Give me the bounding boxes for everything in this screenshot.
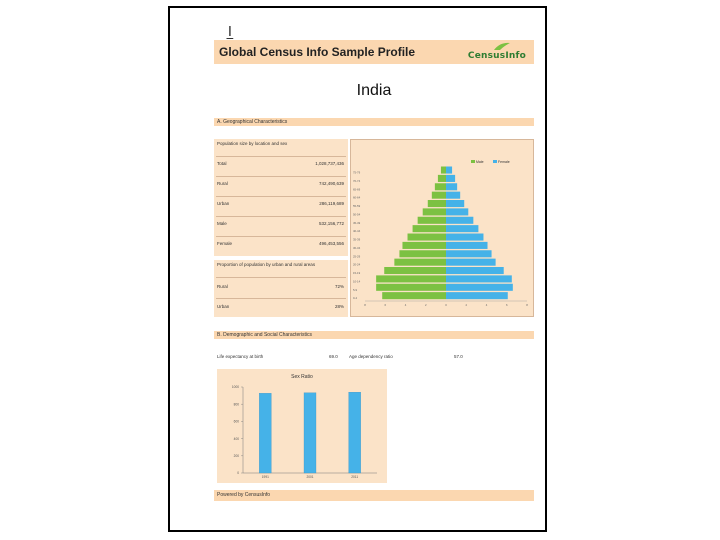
row-label: Total xyxy=(217,161,227,166)
legend-label: Male xyxy=(476,160,484,164)
legend-swatch xyxy=(493,160,497,163)
row-label: Rural xyxy=(217,181,228,186)
divider xyxy=(216,277,346,278)
y-tick-label: 0 xyxy=(237,471,239,476)
pyramid-bar-male xyxy=(402,242,446,249)
y-tick-label: 15-19 xyxy=(353,271,361,276)
pyramid-bar-male xyxy=(418,217,446,224)
row-value: 496,453,556 xyxy=(318,241,344,246)
pyramid-bar-male xyxy=(423,208,446,215)
pyramid-bar-male xyxy=(432,192,446,199)
pyramid-bar-female xyxy=(446,167,452,174)
pyramid-bar-female xyxy=(446,259,496,266)
pyramid-bar-male xyxy=(408,234,446,241)
row-value: 742,490,639 xyxy=(318,181,344,186)
pyramid-bar-male xyxy=(413,225,446,232)
y-tick-label: 75-79 xyxy=(353,170,361,175)
divider xyxy=(216,176,346,177)
pyramid-bar-female xyxy=(446,267,504,274)
pyramid-bar-female xyxy=(446,217,473,224)
indicator-value: 69.0 xyxy=(329,354,338,359)
leaf-icon xyxy=(492,42,512,51)
divider xyxy=(216,156,346,157)
pyramid-bar-female xyxy=(446,292,508,299)
x-tick-label: 2 xyxy=(465,303,468,307)
profile-page xyxy=(168,6,547,532)
x-tick-label: 4 xyxy=(404,303,407,307)
row-value: 28% xyxy=(334,304,344,309)
pyramid-bar-female xyxy=(446,183,457,190)
row-label: Urban xyxy=(217,304,230,309)
x-tick-label: 8 xyxy=(364,303,366,307)
page-title: Global Census Info Sample Profile xyxy=(219,45,416,59)
y-tick-label: 20-24 xyxy=(353,262,361,267)
pyramid-bar-male xyxy=(382,292,446,299)
pyramid-bar-male xyxy=(428,200,446,207)
text-cursor-icon: I̲ xyxy=(228,25,232,40)
pyramid-bar-female xyxy=(446,200,464,207)
y-tick-label: 10-14 xyxy=(353,279,361,284)
pyramid-bar-female xyxy=(446,192,460,199)
x-tick-label: 2001 xyxy=(306,475,314,479)
y-tick-label: 40-44 xyxy=(353,229,361,234)
proportion-panel-title: Proportion of population by urban and rural areas xyxy=(217,262,316,267)
footer-bar: Powered by CensusInfo xyxy=(214,490,534,501)
pyramid-bar-female xyxy=(446,225,478,232)
pyramid-bar-female xyxy=(446,275,512,282)
pyramid-bar-male xyxy=(399,250,446,257)
row-label: Female xyxy=(217,241,233,246)
pyramid-bar-female xyxy=(446,242,488,249)
sex-ratio-bar xyxy=(349,392,361,473)
indicator-value: 57.0 xyxy=(454,354,463,359)
divider xyxy=(216,298,346,299)
pyramid-bar-male xyxy=(376,284,446,291)
pyramid-bar-female xyxy=(446,284,513,291)
row-value: 72% xyxy=(334,284,344,289)
pyramid-bar-female xyxy=(446,250,492,257)
pyramid-bar-male xyxy=(394,259,446,266)
row-value: 1,028,737,436 xyxy=(315,161,344,166)
divider xyxy=(216,196,346,197)
y-tick-label: 5-9 xyxy=(353,287,358,292)
pyramid-bar-male xyxy=(384,267,446,274)
row-value: 532,156,772 xyxy=(318,221,344,226)
row-label: Male xyxy=(217,221,227,226)
sex-ratio-bar xyxy=(304,393,316,473)
pyramid-bar-male xyxy=(435,183,446,190)
y-tick-label: 800 xyxy=(233,402,239,407)
y-tick-label: 45-49 xyxy=(353,220,361,225)
pyramid-bar-male xyxy=(441,167,446,174)
pyramid-bar-male xyxy=(438,175,446,182)
row-label: Rural xyxy=(217,284,228,289)
y-tick-label: 35-39 xyxy=(353,237,361,242)
y-tick-label: 25-29 xyxy=(353,254,361,259)
x-tick-label: 8 xyxy=(526,303,528,307)
proportion-panel xyxy=(214,260,348,317)
row-value: 286,119,689 xyxy=(319,201,344,206)
pyramid-bar-female xyxy=(446,234,483,241)
country-name: India xyxy=(356,82,392,99)
x-tick-label: 2 xyxy=(424,303,427,307)
section-b-header: B. Demographic and Social Characteristics xyxy=(214,331,534,339)
indicator-line xyxy=(214,354,534,362)
y-tick-label: 1000 xyxy=(231,385,239,390)
y-tick-label: 0-4 xyxy=(353,296,358,301)
x-tick-label: 4 xyxy=(485,303,488,307)
sex-ratio-panel xyxy=(217,369,387,483)
x-tick-label: 1991 xyxy=(261,475,269,479)
divider xyxy=(216,236,346,237)
y-tick-label: 600 xyxy=(233,419,239,424)
x-tick-label: 6 xyxy=(505,303,508,307)
sex-ratio-bar xyxy=(259,393,271,473)
indicator-label: Age dependency ratio xyxy=(349,354,393,359)
legend-swatch xyxy=(471,160,475,163)
y-tick-label: 30-34 xyxy=(353,245,361,250)
title-banner xyxy=(214,40,534,64)
population-panel xyxy=(214,139,348,256)
sex-ratio-chart xyxy=(217,369,387,483)
y-tick-label: 400 xyxy=(233,436,239,441)
indicator-label: Life expectancy at birth xyxy=(217,354,264,359)
chart-title: Sex Ratio xyxy=(291,374,313,380)
x-tick-label: 6 xyxy=(384,303,387,307)
censusinfo-logo xyxy=(456,42,526,61)
population-pyramid-panel xyxy=(350,139,534,317)
section-a-header: A. Geographical Characteristics xyxy=(214,118,534,126)
legend-label: Female xyxy=(498,160,510,164)
pyramid-bar-male xyxy=(376,275,446,282)
population-panel-title: Population size by location and sex xyxy=(217,141,288,146)
x-tick-label: 2011 xyxy=(351,475,359,479)
y-tick-label: 200 xyxy=(233,454,239,458)
y-tick-label: 70-74 xyxy=(353,178,361,183)
population-pyramid-chart xyxy=(351,140,533,316)
pyramid-bar-female xyxy=(446,208,468,215)
row-label: Urban xyxy=(217,201,230,206)
pyramid-bar-female xyxy=(446,175,455,182)
y-tick-label: 60-64 xyxy=(353,195,361,200)
y-tick-label: 55-59 xyxy=(353,204,361,209)
divider xyxy=(216,216,346,217)
y-tick-label: 65-69 xyxy=(353,187,361,192)
logo-text: CensusInfo xyxy=(467,51,526,61)
y-tick-label: 50-54 xyxy=(353,212,361,217)
x-tick-label: 0 xyxy=(445,303,447,307)
